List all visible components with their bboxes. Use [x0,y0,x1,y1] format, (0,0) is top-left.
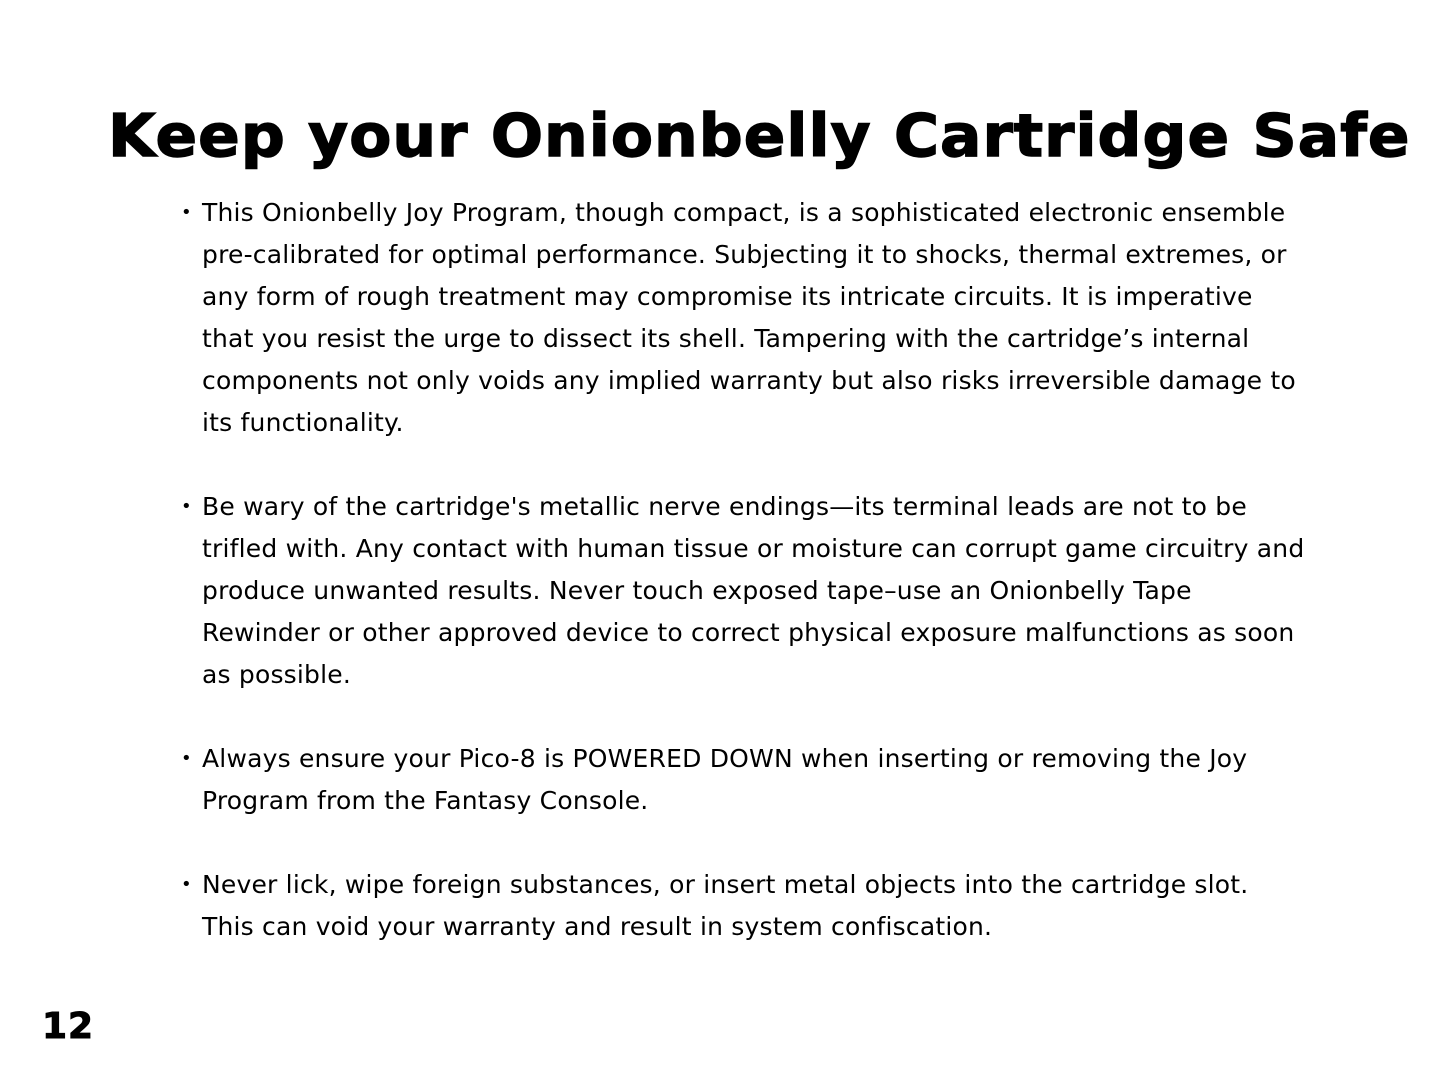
bullet-item-terminal-leads [178,486,1308,696]
bullet-text: Be wary of the cartridge's metallic nerve endings—its terminal leads are not to be trifled with. Any contact with human tissue or moisture can corrupt game circuitry and produce unwanted results. Never touch exposed tape–use an Onionbelly Tape Rewinder or other approved device to correct physical exposure malfunctions as soon as possible. [202,492,1305,689]
bullet-dot: • [181,748,192,769]
bullet-text: This Onionbelly Joy Program, though compact, is a sophisticated electronic ensemble pre-calibrated for optimal performance. Subjecting it to shocks, thermal extremes, or any form of rough treatment may compromise its intricate circuits. It is imperative that you resist the urge to dissect its shell. Tampering with the cartridge’s internal components not only voids any implied warranty but also risks irreversible damage to its functionality. [202,198,1296,437]
bullet-dot: • [181,202,192,223]
safety-bullet-list [178,192,1308,990]
bullet-dot: • [181,496,192,517]
bullet-dot: • [181,874,192,895]
bullet-item-cartridge-slot [178,864,1308,948]
bullet-text: Always ensure your Pico-8 is POWERED DOWN when inserting or removing the Joy Program from the Fantasy Console. [202,744,1248,815]
bullet-item-handling [178,192,1308,444]
page-number: 12 [42,1006,95,1047]
bullet-item-power-down [178,738,1308,822]
bullet-text: Never lick, wipe foreign substances, or insert metal objects into the cartridge slot. This can void your warranty and result in system confiscation. [202,870,1249,941]
page-title: Keep your Onionbelly Cartridge Safe [108,101,1411,170]
